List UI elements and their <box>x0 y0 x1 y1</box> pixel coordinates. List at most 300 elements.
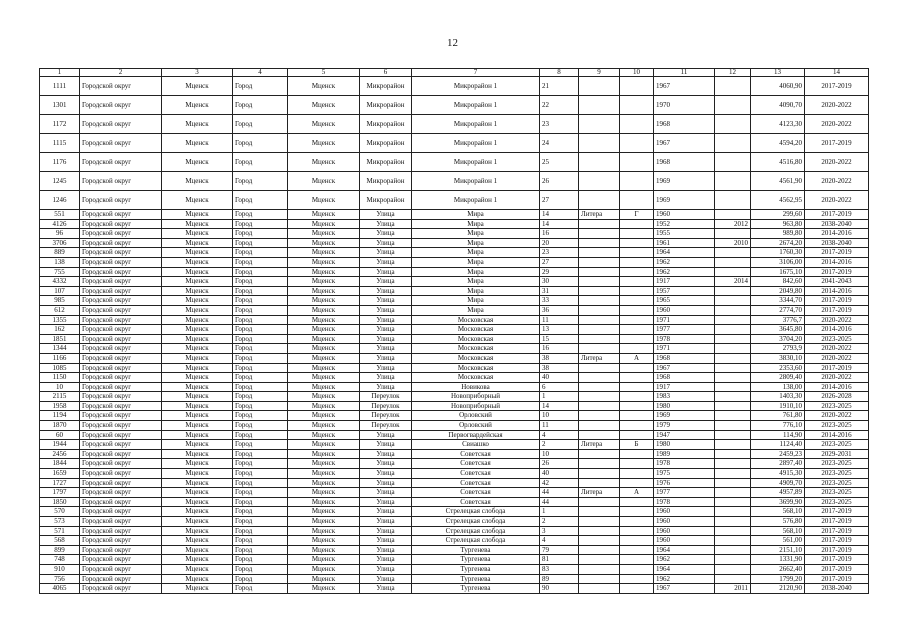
cell-st: Микрорайон <box>360 153 412 172</box>
cell-mun: Мценск <box>162 459 233 469</box>
table-row <box>40 344 869 354</box>
cell-period: 2014-2016 <box>805 229 869 239</box>
cell-year: 1967 <box>654 77 715 96</box>
cell-litv <box>620 584 654 594</box>
cell-year2 <box>715 430 751 440</box>
cell-litv <box>620 219 654 229</box>
cell-area: 2120,90 <box>751 584 805 594</box>
cell-id: 3706 <box>40 238 80 248</box>
cell-id: 755 <box>40 267 80 277</box>
cell-period: 2020-2022 <box>805 411 869 421</box>
cell-period: 2023-2025 <box>805 334 869 344</box>
cell-okrug: Городской округ <box>80 363 162 373</box>
table-row <box>40 257 869 267</box>
cell-type: Город <box>233 574 288 584</box>
cell-year: 1977 <box>654 488 715 498</box>
cell-street: Стрелецкая слобода <box>412 517 540 527</box>
cell-mun: Мценск <box>162 449 233 459</box>
cell-type: Город <box>233 305 288 315</box>
cell-lit <box>579 334 620 344</box>
cell-city: Мценск <box>288 229 360 239</box>
cell-litv <box>620 401 654 411</box>
cell-okrug: Городской округ <box>80 172 162 191</box>
cell-street: Мира <box>412 305 540 315</box>
cell-year: 1978 <box>654 459 715 469</box>
cell-period: 2017-2019 <box>805 296 869 306</box>
cell-litv <box>620 286 654 296</box>
cell-id: 1844 <box>40 459 80 469</box>
cell-id: 2456 <box>40 449 80 459</box>
cell-st: Микрорайон <box>360 115 412 134</box>
cell-st: Улица <box>360 257 412 267</box>
cell-period: 2017-2019 <box>805 363 869 373</box>
cell-litv <box>620 238 654 248</box>
cell-mun: Мценск <box>162 134 233 153</box>
cell-type: Город <box>233 219 288 229</box>
cell-litv: А <box>620 488 654 498</box>
cell-house: 42 <box>540 478 579 488</box>
cell-period: 2020-2022 <box>805 315 869 325</box>
table-row <box>40 115 869 134</box>
cell-type: Город <box>233 115 288 134</box>
cell-litv <box>620 153 654 172</box>
cell-street: Мира <box>412 267 540 277</box>
cell-year: 1980 <box>654 440 715 450</box>
cell-mun: Мценск <box>162 248 233 258</box>
cell-mun: Мценск <box>162 411 233 421</box>
cell-id: 1085 <box>40 363 80 373</box>
table-row <box>40 449 869 459</box>
table-row <box>40 315 869 325</box>
cell-type: Город <box>233 315 288 325</box>
cell-mun: Мценск <box>162 574 233 584</box>
cell-area: 3776,7 <box>751 315 805 325</box>
cell-year: 1978 <box>654 334 715 344</box>
cell-litv <box>620 545 654 555</box>
cell-city: Мценск <box>288 401 360 411</box>
cell-mun: Мценск <box>162 344 233 354</box>
cell-litv <box>620 229 654 239</box>
cell-street: Микрорайон 1 <box>412 153 540 172</box>
cell-year: 1971 <box>654 344 715 354</box>
cell-year2 <box>715 115 751 134</box>
cell-street: Мира <box>412 210 540 220</box>
table-row <box>40 382 869 392</box>
cell-house: 2 <box>540 517 579 527</box>
cell-house: 21 <box>540 77 579 96</box>
cell-year: 1962 <box>654 267 715 277</box>
cell-mun: Мценск <box>162 382 233 392</box>
table-row <box>40 392 869 402</box>
cell-house: 40 <box>540 373 579 383</box>
column-header: 2 <box>80 69 162 77</box>
cell-st: Улица <box>360 315 412 325</box>
cell-mun: Мценск <box>162 545 233 555</box>
cell-okrug: Городской округ <box>80 248 162 258</box>
cell-mun: Мценск <box>162 325 233 335</box>
cell-st: Улица <box>360 363 412 373</box>
cell-city: Мценск <box>288 210 360 220</box>
cell-year: 1957 <box>654 286 715 296</box>
cell-lit <box>579 449 620 459</box>
cell-city: Мценск <box>288 296 360 306</box>
table-row <box>40 421 869 431</box>
column-header: 12 <box>715 69 751 77</box>
cell-city: Мценск <box>288 286 360 296</box>
housing-registry-table <box>39 68 869 594</box>
cell-year: 1967 <box>654 363 715 373</box>
cell-year: 1975 <box>654 469 715 479</box>
cell-id: 1944 <box>40 440 80 450</box>
cell-lit: Литера <box>579 440 620 450</box>
cell-year: 1979 <box>654 421 715 431</box>
cell-year2 <box>715 77 751 96</box>
cell-year2 <box>715 210 751 220</box>
cell-area: 1675,10 <box>751 267 805 277</box>
cell-litv <box>620 411 654 421</box>
cell-house: 13 <box>540 325 579 335</box>
cell-litv <box>620 134 654 153</box>
cell-id: 1150 <box>40 373 80 383</box>
cell-area: 4123,30 <box>751 115 805 134</box>
cell-year2 <box>715 353 751 363</box>
table-row <box>40 507 869 517</box>
table-row <box>40 411 869 421</box>
cell-area: 1760,30 <box>751 248 805 258</box>
cell-year: 1962 <box>654 574 715 584</box>
cell-year: 1969 <box>654 191 715 210</box>
cell-lit <box>579 277 620 287</box>
cell-litv <box>620 574 654 584</box>
cell-id: 1870 <box>40 421 80 431</box>
cell-street: Стрелецкая слобода <box>412 507 540 517</box>
cell-litv <box>620 363 654 373</box>
cell-area: 1124,40 <box>751 440 805 450</box>
cell-okrug: Городской округ <box>80 430 162 440</box>
cell-house: 14 <box>540 401 579 411</box>
cell-year: 1970 <box>654 96 715 115</box>
cell-period: 2020-2022 <box>805 172 869 191</box>
cell-street: Новикова <box>412 382 540 392</box>
cell-city: Мценск <box>288 172 360 191</box>
cell-lit <box>579 229 620 239</box>
cell-area: 576,80 <box>751 517 805 527</box>
cell-city: Мценск <box>288 478 360 488</box>
cell-mun: Мценск <box>162 305 233 315</box>
cell-id: 107 <box>40 286 80 296</box>
cell-year: 1968 <box>654 115 715 134</box>
cell-city: Мценск <box>288 555 360 565</box>
table-row <box>40 353 869 363</box>
cell-st: Улица <box>360 210 412 220</box>
cell-mun: Мценск <box>162 191 233 210</box>
cell-okrug: Городской округ <box>80 373 162 383</box>
cell-period: 2017-2019 <box>805 574 869 584</box>
cell-st: Улица <box>360 574 412 584</box>
cell-year2 <box>715 229 751 239</box>
cell-area: 114,90 <box>751 430 805 440</box>
cell-city: Мценск <box>288 219 360 229</box>
cell-period: 2014-2016 <box>805 286 869 296</box>
cell-id: 899 <box>40 545 80 555</box>
cell-year2 <box>715 497 751 507</box>
cell-id: 573 <box>40 517 80 527</box>
cell-period: 2017-2019 <box>805 555 869 565</box>
cell-area: 989,80 <box>751 229 805 239</box>
table-row <box>40 191 869 210</box>
cell-type: Город <box>233 267 288 277</box>
cell-area: 4915,30 <box>751 469 805 479</box>
cell-st: Улица <box>360 353 412 363</box>
cell-house: 27 <box>540 257 579 267</box>
cell-okrug: Городской округ <box>80 334 162 344</box>
cell-okrug: Городской округ <box>80 229 162 239</box>
cell-mun: Мценск <box>162 77 233 96</box>
table-row <box>40 134 869 153</box>
cell-city: Мценск <box>288 488 360 498</box>
cell-okrug: Городской округ <box>80 296 162 306</box>
cell-type: Город <box>233 286 288 296</box>
cell-lit <box>579 315 620 325</box>
cell-lit <box>579 172 620 191</box>
cell-st: Микрорайон <box>360 96 412 115</box>
cell-area: 761,80 <box>751 411 805 421</box>
cell-lit <box>579 469 620 479</box>
cell-type: Город <box>233 353 288 363</box>
cell-area: 3344,70 <box>751 296 805 306</box>
cell-area: 3830,10 <box>751 353 805 363</box>
cell-st: Улица <box>360 286 412 296</box>
cell-house: 15 <box>540 334 579 344</box>
cell-lit <box>579 526 620 536</box>
cell-street: Советская <box>412 497 540 507</box>
cell-period: 2017-2019 <box>805 248 869 258</box>
cell-okrug: Городской округ <box>80 401 162 411</box>
cell-period: 2017-2019 <box>805 545 869 555</box>
cell-litv <box>620 296 654 306</box>
cell-mun: Мценск <box>162 497 233 507</box>
cell-st: Переулок <box>360 392 412 402</box>
cell-type: Город <box>233 382 288 392</box>
cell-okrug: Городской округ <box>80 488 162 498</box>
cell-period: 2014-2016 <box>805 325 869 335</box>
cell-st: Улица <box>360 545 412 555</box>
cell-id: 1851 <box>40 334 80 344</box>
cell-area: 3699,90 <box>751 497 805 507</box>
table-row <box>40 459 869 469</box>
cell-year2 <box>715 459 751 469</box>
cell-period: 2038-2040 <box>805 219 869 229</box>
cell-okrug: Городской округ <box>80 286 162 296</box>
cell-street: Свиашко <box>412 440 540 450</box>
cell-city: Мценск <box>288 545 360 555</box>
cell-litv <box>620 315 654 325</box>
cell-year2 <box>715 325 751 335</box>
cell-year: 1971 <box>654 315 715 325</box>
cell-period: 2020-2022 <box>805 96 869 115</box>
cell-year: 1917 <box>654 382 715 392</box>
cell-okrug: Городской округ <box>80 497 162 507</box>
cell-litv <box>620 382 654 392</box>
cell-litv <box>620 497 654 507</box>
cell-house: 30 <box>540 277 579 287</box>
cell-mun: Мценск <box>162 421 233 431</box>
cell-year2 <box>715 172 751 191</box>
cell-litv <box>620 257 654 267</box>
cell-city: Мценск <box>288 238 360 248</box>
table-row <box>40 526 869 536</box>
cell-street: Мира <box>412 277 540 287</box>
cell-area: 2774,70 <box>751 305 805 315</box>
cell-city: Мценск <box>288 277 360 287</box>
cell-lit <box>579 382 620 392</box>
cell-year2 <box>715 363 751 373</box>
cell-city: Мценск <box>288 373 360 383</box>
table-row <box>40 517 869 527</box>
cell-okrug: Городской округ <box>80 77 162 96</box>
cell-period: 2017-2019 <box>805 267 869 277</box>
cell-st: Улица <box>360 296 412 306</box>
cell-house: 10 <box>540 411 579 421</box>
cell-city: Мценск <box>288 536 360 546</box>
cell-st: Улица <box>360 440 412 450</box>
cell-area: 4090,70 <box>751 96 805 115</box>
cell-year: 1962 <box>654 555 715 565</box>
cell-okrug: Городской округ <box>80 96 162 115</box>
cell-id: 1246 <box>40 191 80 210</box>
cell-st: Улица <box>360 478 412 488</box>
cell-mun: Мценск <box>162 363 233 373</box>
cell-street: Мира <box>412 248 540 258</box>
cell-year: 1960 <box>654 536 715 546</box>
cell-period: 2020-2022 <box>805 353 869 363</box>
cell-street: Микрорайон 1 <box>412 134 540 153</box>
cell-area: 842,60 <box>751 277 805 287</box>
cell-house: 10 <box>540 449 579 459</box>
cell-id: 1344 <box>40 344 80 354</box>
cell-litv <box>620 517 654 527</box>
cell-area: 1799,20 <box>751 574 805 584</box>
cell-litv <box>620 564 654 574</box>
cell-year: 1968 <box>654 373 715 383</box>
cell-okrug: Городской округ <box>80 545 162 555</box>
cell-city: Мценск <box>288 469 360 479</box>
cell-lit <box>579 421 620 431</box>
cell-litv <box>620 115 654 134</box>
table-row <box>40 229 869 239</box>
cell-okrug: Городской округ <box>80 507 162 517</box>
cell-lit <box>579 517 620 527</box>
cell-lit <box>579 564 620 574</box>
cell-period: 2014-2016 <box>805 257 869 267</box>
cell-mun: Мценск <box>162 373 233 383</box>
cell-house: 89 <box>540 574 579 584</box>
cell-okrug: Городской округ <box>80 564 162 574</box>
cell-mun: Мценск <box>162 555 233 565</box>
cell-st: Микрорайон <box>360 134 412 153</box>
column-header: 10 <box>620 69 654 77</box>
cell-lit <box>579 555 620 565</box>
cell-house: 40 <box>540 469 579 479</box>
cell-type: Город <box>233 459 288 469</box>
cell-litv <box>620 526 654 536</box>
cell-street: Московская <box>412 353 540 363</box>
cell-type: Город <box>233 238 288 248</box>
cell-litv <box>620 191 654 210</box>
cell-lit <box>579 77 620 96</box>
cell-period: 2017-2019 <box>805 526 869 536</box>
cell-year2 <box>715 134 751 153</box>
cell-lit <box>579 305 620 315</box>
table-body <box>40 77 869 594</box>
cell-year: 1980 <box>654 401 715 411</box>
cell-lit <box>579 96 620 115</box>
cell-mun: Мценск <box>162 469 233 479</box>
cell-litv <box>620 449 654 459</box>
cell-house: 36 <box>540 305 579 315</box>
cell-street: Советская <box>412 459 540 469</box>
cell-street: Тургенева <box>412 564 540 574</box>
cell-st: Улица <box>360 507 412 517</box>
cell-id: 570 <box>40 507 80 517</box>
cell-lit <box>579 344 620 354</box>
cell-litv <box>620 392 654 402</box>
cell-type: Город <box>233 497 288 507</box>
cell-year2 <box>715 286 751 296</box>
cell-year: 1947 <box>654 430 715 440</box>
cell-period: 2014-2016 <box>805 382 869 392</box>
cell-house: 23 <box>540 248 579 258</box>
cell-type: Город <box>233 545 288 555</box>
cell-area: 4562,95 <box>751 191 805 210</box>
cell-area: 4516,80 <box>751 153 805 172</box>
cell-okrug: Городской округ <box>80 353 162 363</box>
table-row <box>40 210 869 220</box>
cell-id: 138 <box>40 257 80 267</box>
cell-id: 748 <box>40 555 80 565</box>
cell-okrug: Городской округ <box>80 325 162 335</box>
cell-city: Мценск <box>288 382 360 392</box>
cell-lit <box>579 411 620 421</box>
cell-city: Мценск <box>288 153 360 172</box>
cell-year: 1955 <box>654 229 715 239</box>
cell-house: 38 <box>540 353 579 363</box>
cell-type: Город <box>233 469 288 479</box>
cell-st: Переулок <box>360 411 412 421</box>
cell-okrug: Городской округ <box>80 153 162 172</box>
cell-city: Мценск <box>288 363 360 373</box>
cell-area: 2662,40 <box>751 564 805 574</box>
cell-okrug: Городской округ <box>80 191 162 210</box>
cell-house: 16 <box>540 229 579 239</box>
cell-street: Новоприборный <box>412 401 540 411</box>
cell-type: Город <box>233 440 288 450</box>
cell-year2 <box>715 296 751 306</box>
cell-litv: Г <box>620 210 654 220</box>
cell-lit: Литера <box>579 353 620 363</box>
cell-house: 23 <box>540 115 579 134</box>
cell-lit <box>579 574 620 584</box>
cell-id: 4065 <box>40 584 80 594</box>
table-row <box>40 96 869 115</box>
cell-city: Мценск <box>288 325 360 335</box>
cell-mun: Мценск <box>162 210 233 220</box>
table-row <box>40 373 869 383</box>
cell-street: Московская <box>412 325 540 335</box>
table-row <box>40 238 869 248</box>
cell-okrug: Городской округ <box>80 526 162 536</box>
cell-id: 1727 <box>40 478 80 488</box>
